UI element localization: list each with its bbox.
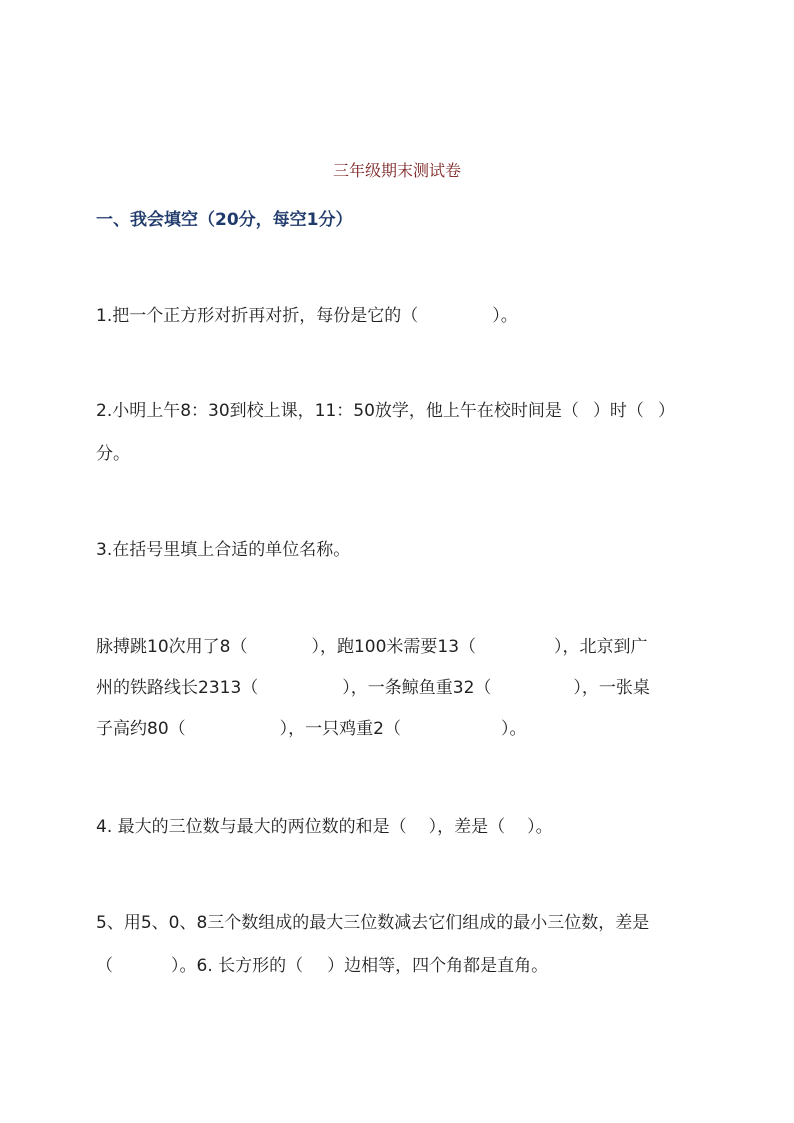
question-3-pulse: 脉搏跳10次用了8（: [96, 637, 248, 657]
question-3-line-2: [96, 677, 650, 699]
question-3-height: 子高约80（: [96, 719, 186, 739]
question-3-line-3: [96, 718, 526, 740]
question-2-hours: ）时（: [592, 401, 644, 421]
question-5-open: （: [96, 956, 113, 976]
question-3-run: ），跑100米需要13（: [311, 637, 477, 657]
question-1-end: ）。: [492, 306, 518, 326]
question-5-line-2: [96, 955, 548, 977]
question-1-text: 1.把一个正方形对折再对折，每份是它的（: [96, 306, 419, 326]
question-6-end: ）边相等，四个角都是直角。: [327, 956, 549, 976]
question-4-text: 4. 最大的三位数与最大的两位数的和是（: [96, 817, 407, 837]
question-2-line-1: [96, 400, 675, 422]
question-2-close: ）: [657, 401, 675, 421]
question-3-intro: 3.在括号里填上合适的单位名称。: [96, 540, 351, 560]
page-title: 三年级期末测试卷: [332, 161, 461, 180]
section-heading: 一、我会填空（20分，每空1分）: [96, 210, 353, 230]
question-3-beijing: ），北京到广: [554, 637, 648, 657]
question-3-chicken: ），一只鸡重2（: [279, 719, 401, 739]
question-4-diff: ），差是（: [428, 817, 506, 837]
question-2-line-2: 分。: [96, 444, 130, 464]
question-6-text: ）。6. 长方形的（: [171, 956, 304, 976]
question-4: [96, 816, 553, 838]
question-1: [96, 305, 518, 327]
question-2-text: 2.小明上午8：30到校上课，11：50放学，他上午在校时间是（: [96, 401, 579, 421]
question-3-end: ）。: [500, 719, 527, 739]
question-3-railway: 州的铁路线长2313（: [96, 678, 259, 698]
question-5-line-1: 5、用5、0、8三个数组成的最大三位数减去它们组成的最小三位数，差是: [96, 913, 650, 933]
question-3-line-1: [96, 636, 648, 658]
question-3-whale: ），一条鲸鱼重32（: [342, 678, 492, 698]
question-4-end: ）。: [527, 817, 553, 837]
question-3-table: ），一张桌: [573, 678, 650, 698]
